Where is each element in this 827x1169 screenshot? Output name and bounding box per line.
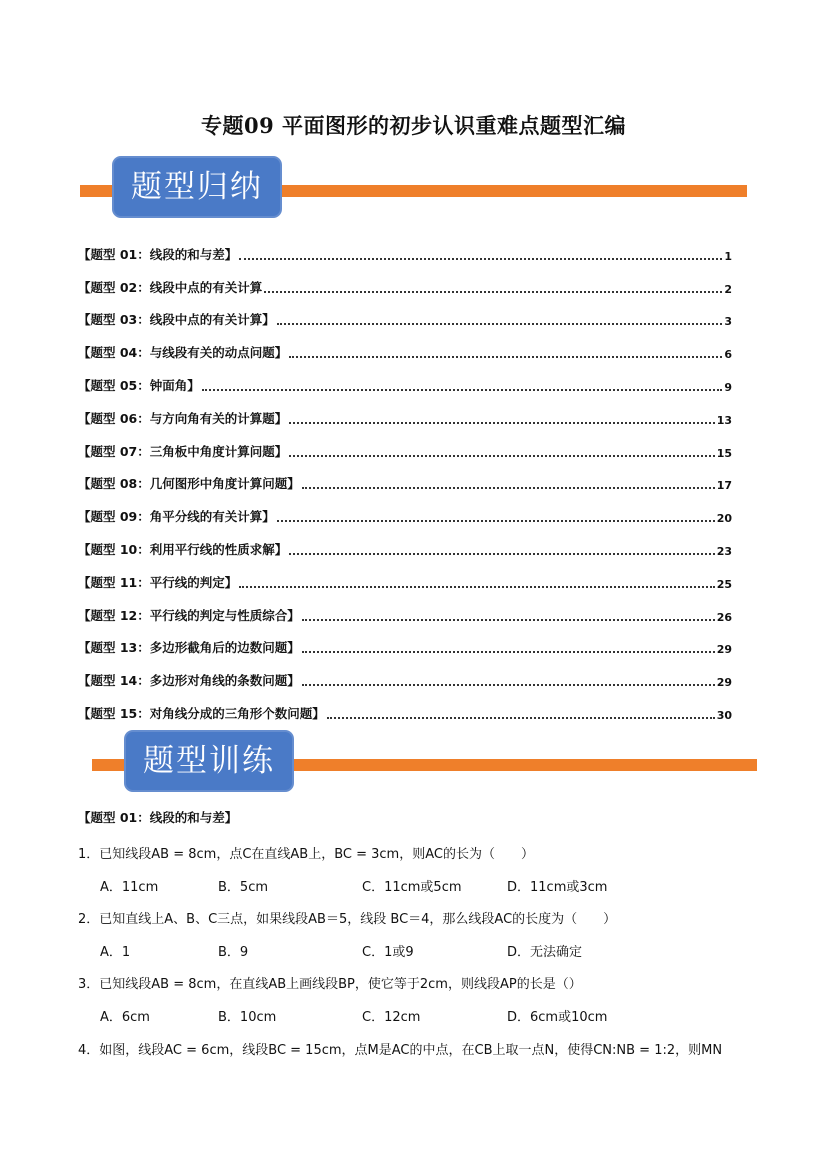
toc-item-page: 30 xyxy=(716,708,732,722)
toc-item[interactable] xyxy=(78,460,732,493)
toc-item-page: 3 xyxy=(724,315,732,329)
toc-item-page: 9 xyxy=(724,380,732,394)
toc-item-label: 【题型 04：与线段有关的动点问题】 xyxy=(78,345,288,361)
toc-item-page: 13 xyxy=(716,413,732,427)
toc-leader-dots xyxy=(264,290,722,293)
option-a: A．11cm xyxy=(100,880,159,895)
toc-item-page: 1 xyxy=(724,249,732,263)
section-heading: 【题型 01：线段的和与差】 xyxy=(78,810,238,825)
page-title: 专题09 平面图形的初步认识重难点题型汇编 xyxy=(200,113,627,138)
toc-leader-dots xyxy=(302,650,715,653)
toc-item-page: 25 xyxy=(716,577,732,591)
toc-item-page: 23 xyxy=(716,544,732,558)
option-d: D．11cm或3cm xyxy=(507,880,608,895)
option-c: C．11cm或5cm xyxy=(362,880,462,895)
toc-item-label: 【题型 08：几何图形中角度计算问题】 xyxy=(78,476,300,492)
toc-item[interactable] xyxy=(78,296,732,329)
option-c: C．1或9 xyxy=(362,945,414,960)
toc-item-page: 29 xyxy=(716,643,732,657)
toc-item-label: 【题型 13：多边形截角后的边数问题】 xyxy=(78,640,300,656)
toc-item-label: 【题型 05：钟面角】 xyxy=(78,377,200,393)
toc-leader-dots xyxy=(302,618,715,621)
toc-item[interactable] xyxy=(78,328,732,361)
banner-summary xyxy=(80,156,747,220)
option-d: D．6cm或10cm xyxy=(507,1010,608,1025)
question-1: 1．已知线段AB = 8cm，点C在直线AB上，BC = 3cm，则AC的长为（ ） xyxy=(78,847,534,862)
toc-item[interactable] xyxy=(78,230,732,263)
toc-item-label: 【题型 06：与方向角有关的计算题】 xyxy=(78,410,288,426)
toc-leader-dots xyxy=(289,552,714,555)
toc-item[interactable] xyxy=(78,394,732,427)
toc-leader-dots xyxy=(302,683,715,686)
toc-item-page: 20 xyxy=(716,512,732,526)
toc-item-label: 【题型 02：线段中点的有关计算 xyxy=(78,279,263,295)
toc-item[interactable] xyxy=(78,263,732,296)
toc-item[interactable] xyxy=(78,689,732,722)
toc-leader-dots xyxy=(239,585,714,588)
toc-item-label: 【题型 10：利用平行线的性质求解】 xyxy=(78,541,288,557)
option-b: B．10cm xyxy=(218,1010,277,1025)
toc-item[interactable] xyxy=(78,656,732,689)
toc-item-label: 【题型 12：平行线的判定与性质综合】 xyxy=(78,607,300,623)
toc-item-page: 2 xyxy=(724,282,732,296)
option-b: B．5cm xyxy=(218,880,269,895)
toc-item-page: 6 xyxy=(724,348,732,362)
toc-item[interactable] xyxy=(78,525,732,558)
toc-item[interactable] xyxy=(78,361,732,394)
toc-leader-dots xyxy=(289,355,722,358)
question-4: 4．如图，线段AC = 6cm，线段BC = 15cm，点M是AC的中点，在CB上取一点N，使得CN:NB = 1:2，则MN xyxy=(78,1043,723,1058)
toc-item-page: 17 xyxy=(716,479,732,493)
banner-label: 题型训练 xyxy=(124,730,294,792)
toc-item-label: 【题型 15：对角线分成的三角形个数问题】 xyxy=(78,705,325,721)
option-a: A．6cm xyxy=(100,1010,150,1025)
option-b: B．9 xyxy=(218,945,249,960)
toc-item[interactable] xyxy=(78,624,732,657)
option-a: A．1 xyxy=(100,945,131,960)
question-2: 2．已知直线上A、B、C三点，如果线段AB＝5，线段 BC＝4，那么线段AC的长度为（ ） xyxy=(78,912,617,927)
toc-item-label: 【题型 11：平行线的判定】 xyxy=(78,574,238,590)
toc-item-page: 26 xyxy=(716,610,732,624)
toc-item-label: 【题型 01：线段的和与差】 xyxy=(78,246,238,262)
toc-item-label: 【题型 14：多边形对角线的条数问题】 xyxy=(78,673,300,689)
toc-leader-dots xyxy=(239,257,722,260)
toc-item[interactable] xyxy=(78,427,732,460)
toc-item-label: 【题型 03：线段中点的有关计算】 xyxy=(78,312,275,328)
toc-item-label: 【题型 07：三角板中角度计算问题】 xyxy=(78,443,288,459)
banner-label: 题型归纳 xyxy=(112,156,282,218)
table-of-contents xyxy=(78,230,732,722)
toc-leader-dots xyxy=(202,388,723,391)
toc-leader-dots xyxy=(277,322,723,325)
toc-item-page: 15 xyxy=(716,446,732,460)
toc-leader-dots xyxy=(327,716,715,719)
toc-leader-dots xyxy=(302,486,715,489)
toc-item-label: 【题型 09：角平分线的有关计算】 xyxy=(78,509,275,525)
toc-leader-dots xyxy=(277,519,715,522)
toc-item-page: 29 xyxy=(716,676,732,690)
toc-leader-dots xyxy=(289,454,714,457)
question-3: 3．已知线段AB = 8cm，在直线AB上画线段BP，使它等于2cm，则线段AP的长是（） xyxy=(78,977,582,992)
banner-training xyxy=(92,730,757,794)
toc-item[interactable] xyxy=(78,591,732,624)
option-c: C．12cm xyxy=(362,1010,421,1025)
toc-item[interactable] xyxy=(78,492,732,525)
toc-leader-dots xyxy=(289,421,714,424)
option-d: D．无法确定 xyxy=(507,945,583,960)
toc-item[interactable] xyxy=(78,558,732,591)
